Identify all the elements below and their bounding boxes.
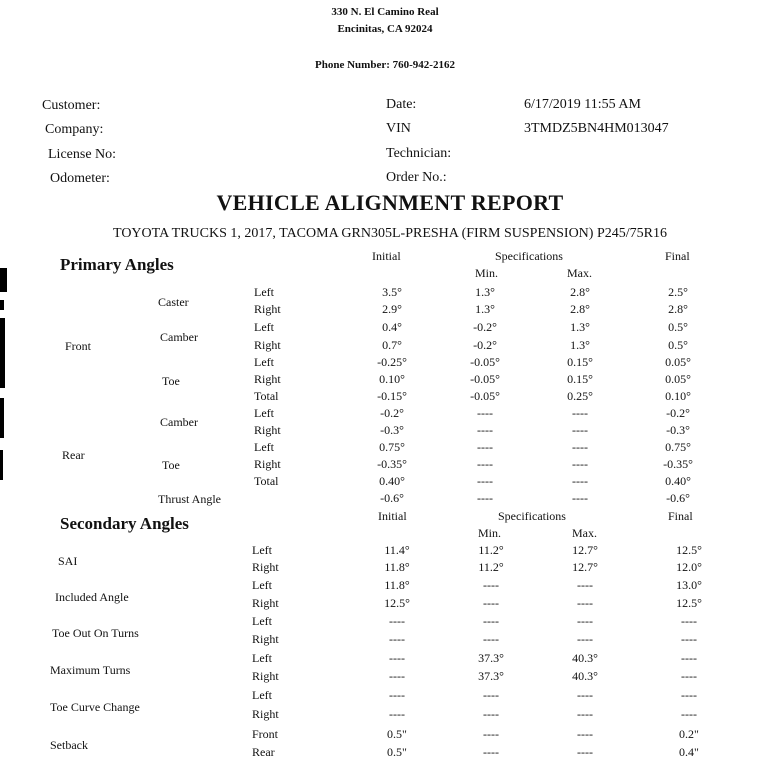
address-line-1: 330 N. El Camino Real [331, 6, 439, 18]
primary-row-2-initial: 0.4° [382, 320, 402, 334]
secondary-row-4-side: Left [252, 614, 272, 628]
scan-artifact [0, 300, 4, 310]
primary-row-7-initial: -0.2° [380, 406, 404, 420]
secondary-row-5-initial: ---- [389, 632, 405, 646]
axle-front-label: Front [65, 339, 92, 353]
secondary-row-9-min: ---- [483, 707, 499, 721]
primary-row-3-max: 1.3° [570, 338, 590, 352]
group-front-camber-label: Camber [160, 330, 198, 344]
secondary-row-11-side: Rear [252, 745, 275, 759]
secondary-row-3-side: Right [252, 596, 279, 610]
group-rear-toe-label: Toe [162, 458, 180, 472]
secondary-row-3-final: 12.5° [676, 596, 702, 610]
primary-row-2-final: 0.5° [668, 320, 688, 334]
primary-col-specs: Specifications [495, 249, 563, 263]
primary-row-10-side: Right [254, 457, 281, 471]
secondary-row-11-max: ---- [577, 745, 593, 759]
group-toe-curve-change-label: Toe Curve Change [50, 700, 140, 714]
secondary-row-5-max: ---- [577, 632, 593, 646]
secondary-row-10-max: ---- [577, 727, 593, 741]
secondary-col-specs: Specifications [498, 509, 566, 523]
vin-label: VIN [386, 121, 411, 136]
primary-row-10-final: -0.35° [663, 457, 693, 471]
secondary-row-4-initial: ---- [389, 614, 405, 628]
group-sai-label: SAI [58, 554, 78, 568]
primary-row-4-side: Left [254, 355, 274, 369]
primary-row-8-initial: -0.3° [380, 423, 404, 437]
secondary-row-4-final: ---- [681, 614, 697, 628]
date-value: 6/17/2019 11:55 AM [524, 97, 641, 112]
group-rear-camber-label: Camber [160, 415, 198, 429]
secondary-row-9-max: ---- [577, 707, 593, 721]
secondary-row-6-min: 37.3° [478, 651, 504, 665]
secondary-col-final: Final [668, 509, 693, 523]
vin-value: 3TMDZ5BN4HM013047 [524, 121, 669, 136]
primary-row-1-min: 1.3° [475, 302, 495, 316]
primary-row-11-initial: 0.40° [379, 474, 405, 488]
group-maximum-turns-label: Maximum Turns [50, 663, 131, 677]
date-label: Date: [386, 97, 417, 112]
primary-row-5-max: 0.15° [567, 372, 593, 386]
secondary-row-7-final: ---- [681, 669, 697, 683]
secondary-row-1-final: 12.0° [676, 560, 702, 574]
primary-row-1-final: 2.8° [668, 302, 688, 316]
secondary-row-2-initial: 11.8° [384, 578, 410, 592]
secondary-row-1-initial: 11.8° [384, 560, 410, 574]
group-thrust-angle-label: Thrust Angle [158, 492, 221, 506]
primary-row-9-side: Left [254, 440, 274, 454]
report-title: VEHICLE ALIGNMENT REPORT [216, 190, 564, 215]
primary-row-9-min: ---- [477, 440, 493, 454]
group-caster-label: Caster [158, 295, 189, 309]
primary-col-max: Max. [567, 266, 592, 280]
secondary-row-5-side: Right [252, 632, 279, 646]
primary-row-4-final: 0.05° [665, 355, 691, 369]
secondary-row-0-min: 11.2° [478, 543, 504, 557]
secondary-row-7-side: Right [252, 669, 279, 683]
primary-row-5-side: Right [254, 372, 281, 386]
primary-row-8-side: Right [254, 423, 281, 437]
secondary-row-8-min: ---- [483, 688, 499, 702]
primary-row-3-side: Right [254, 338, 281, 352]
primary-row-11-min: ---- [477, 474, 493, 488]
primary-row-7-min: ---- [477, 406, 493, 420]
primary-row-3-initial: 0.7° [382, 338, 402, 352]
primary-angles-heading: Primary Angles [60, 255, 174, 274]
primary-row-10-initial: -0.35° [377, 457, 407, 471]
secondary-angles-heading: Secondary Angles [60, 514, 189, 533]
secondary-col-max: Max. [572, 526, 597, 540]
secondary-row-8-final: ---- [681, 688, 697, 702]
axle-rear-label: Rear [62, 448, 85, 462]
primary-row-7-side: Left [254, 406, 274, 420]
primary-row-9-max: ---- [572, 440, 588, 454]
secondary-row-0-max: 12.7° [572, 543, 598, 557]
primary-row-7-max: ---- [572, 406, 588, 420]
customer-label: Customer: [42, 98, 101, 113]
phone-number: Phone Number: 760-942-2162 [315, 59, 455, 71]
primary-row-9-initial: 0.75° [379, 440, 405, 454]
secondary-row-4-min: ---- [483, 614, 499, 628]
primary-row-12-final: -0.6° [666, 491, 690, 505]
primary-row-3-final: 0.5° [668, 338, 688, 352]
primary-col-final: Final [665, 249, 690, 263]
secondary-row-10-final: 0.2" [679, 727, 699, 741]
scan-artifact [0, 450, 3, 480]
secondary-row-3-max: ---- [577, 596, 593, 610]
primary-row-8-final: -0.3° [666, 423, 690, 437]
primary-row-2-max: 1.3° [570, 320, 590, 334]
primary-row-5-min: -0.05° [470, 372, 500, 386]
primary-row-6-initial: -0.15° [377, 389, 407, 403]
license-label: License No: [48, 147, 117, 162]
primary-row-10-max: ---- [572, 457, 588, 471]
secondary-row-7-max: 40.3° [572, 669, 598, 683]
company-label: Company: [45, 122, 104, 137]
primary-col-initial: Initial [372, 249, 401, 263]
primary-row-1-max: 2.8° [570, 302, 590, 316]
secondary-row-9-side: Right [252, 707, 279, 721]
secondary-row-2-max: ---- [577, 578, 593, 592]
primary-row-2-side: Left [254, 320, 274, 334]
primary-row-12-initial: -0.6° [380, 491, 404, 505]
primary-row-4-initial: -0.25° [377, 355, 407, 369]
secondary-row-8-initial: ---- [389, 688, 405, 702]
secondary-row-9-final: ---- [681, 707, 697, 721]
secondary-row-6-max: 40.3° [572, 651, 598, 665]
order-label: Order No.: [386, 170, 447, 185]
primary-col-min: Min. [475, 266, 499, 280]
primary-row-11-max: ---- [572, 474, 588, 488]
primary-row-0-final: 2.5° [668, 285, 688, 299]
secondary-row-8-side: Left [252, 688, 272, 702]
secondary-row-2-final: 13.0° [676, 578, 702, 592]
scan-artifact [0, 318, 5, 388]
primary-row-0-max: 2.8° [570, 285, 590, 299]
primary-row-12-max: ---- [572, 491, 588, 505]
secondary-row-1-max: 12.7° [572, 560, 598, 574]
vehicle-description: TOYOTA TRUCKS 1, 2017, TACOMA GRN305L-PRESHA (FIRM SUSPENSION) P245/75R16 [113, 226, 667, 241]
secondary-row-4-max: ---- [577, 614, 593, 628]
secondary-row-11-final: 0.4" [679, 745, 699, 759]
primary-row-8-min: ---- [477, 423, 493, 437]
primary-row-6-final: 0.10° [665, 389, 691, 403]
secondary-row-0-final: 12.5° [676, 543, 702, 557]
primary-row-1-side: Right [254, 302, 281, 316]
secondary-row-10-min: ---- [483, 727, 499, 741]
primary-row-4-max: 0.15° [567, 355, 593, 369]
secondary-row-9-initial: ---- [389, 707, 405, 721]
secondary-row-11-initial: 0.5" [387, 745, 407, 759]
secondary-row-10-initial: 0.5" [387, 727, 407, 741]
primary-row-6-min: -0.05° [470, 389, 500, 403]
scan-artifact [0, 268, 7, 292]
primary-row-0-side: Left [254, 285, 274, 299]
primary-row-2-min: -0.2° [473, 320, 497, 334]
secondary-row-5-final: ---- [681, 632, 697, 646]
primary-row-11-final: 0.40° [665, 474, 691, 488]
primary-row-6-max: 0.25° [567, 389, 593, 403]
primary-row-0-min: 1.3° [475, 285, 495, 299]
address-line-2: Encinitas, CA 92024 [337, 23, 433, 35]
secondary-row-3-min: ---- [483, 596, 499, 610]
secondary-row-8-max: ---- [577, 688, 593, 702]
secondary-row-7-initial: ---- [389, 669, 405, 683]
primary-row-11-side: Total [254, 474, 279, 488]
secondary-row-10-side: Front [252, 727, 279, 741]
primary-row-8-max: ---- [572, 423, 588, 437]
primary-row-12-min: ---- [477, 491, 493, 505]
primary-row-6-side: Total [254, 389, 279, 403]
secondary-row-6-initial: ---- [389, 651, 405, 665]
technician-label: Technician: [386, 146, 452, 161]
secondary-col-initial: Initial [378, 509, 407, 523]
primary-row-0-initial: 3.5° [382, 285, 402, 299]
primary-row-5-initial: 0.10° [379, 372, 405, 386]
group-setback-label: Setback [50, 738, 88, 752]
secondary-row-5-min: ---- [483, 632, 499, 646]
primary-row-10-min: ---- [477, 457, 493, 471]
secondary-row-1-side: Right [252, 560, 279, 574]
primary-row-9-final: 0.75° [665, 440, 691, 454]
secondary-row-3-initial: 12.5° [384, 596, 410, 610]
primary-row-3-min: -0.2° [473, 338, 497, 352]
odometer-label: Odometer: [50, 171, 110, 186]
group-included-angle-label: Included Angle [55, 590, 129, 604]
primary-row-1-initial: 2.9° [382, 302, 402, 316]
primary-row-5-final: 0.05° [665, 372, 691, 386]
secondary-row-2-side: Left [252, 578, 272, 592]
primary-row-7-final: -0.2° [666, 406, 690, 420]
secondary-row-0-side: Left [252, 543, 272, 557]
secondary-row-0-initial: 11.4° [384, 543, 410, 557]
secondary-row-6-side: Left [252, 651, 272, 665]
scan-artifact [0, 398, 4, 438]
group-front-toe-label: Toe [162, 374, 180, 388]
secondary-row-6-final: ---- [681, 651, 697, 665]
group-toe-out-on-turns-label: Toe Out On Turns [52, 626, 139, 640]
secondary-row-11-min: ---- [483, 745, 499, 759]
secondary-col-min: Min. [478, 526, 502, 540]
secondary-row-1-min: 11.2° [478, 560, 504, 574]
secondary-row-7-min: 37.3° [478, 669, 504, 683]
secondary-row-2-min: ---- [483, 578, 499, 592]
primary-row-4-min: -0.05° [470, 355, 500, 369]
